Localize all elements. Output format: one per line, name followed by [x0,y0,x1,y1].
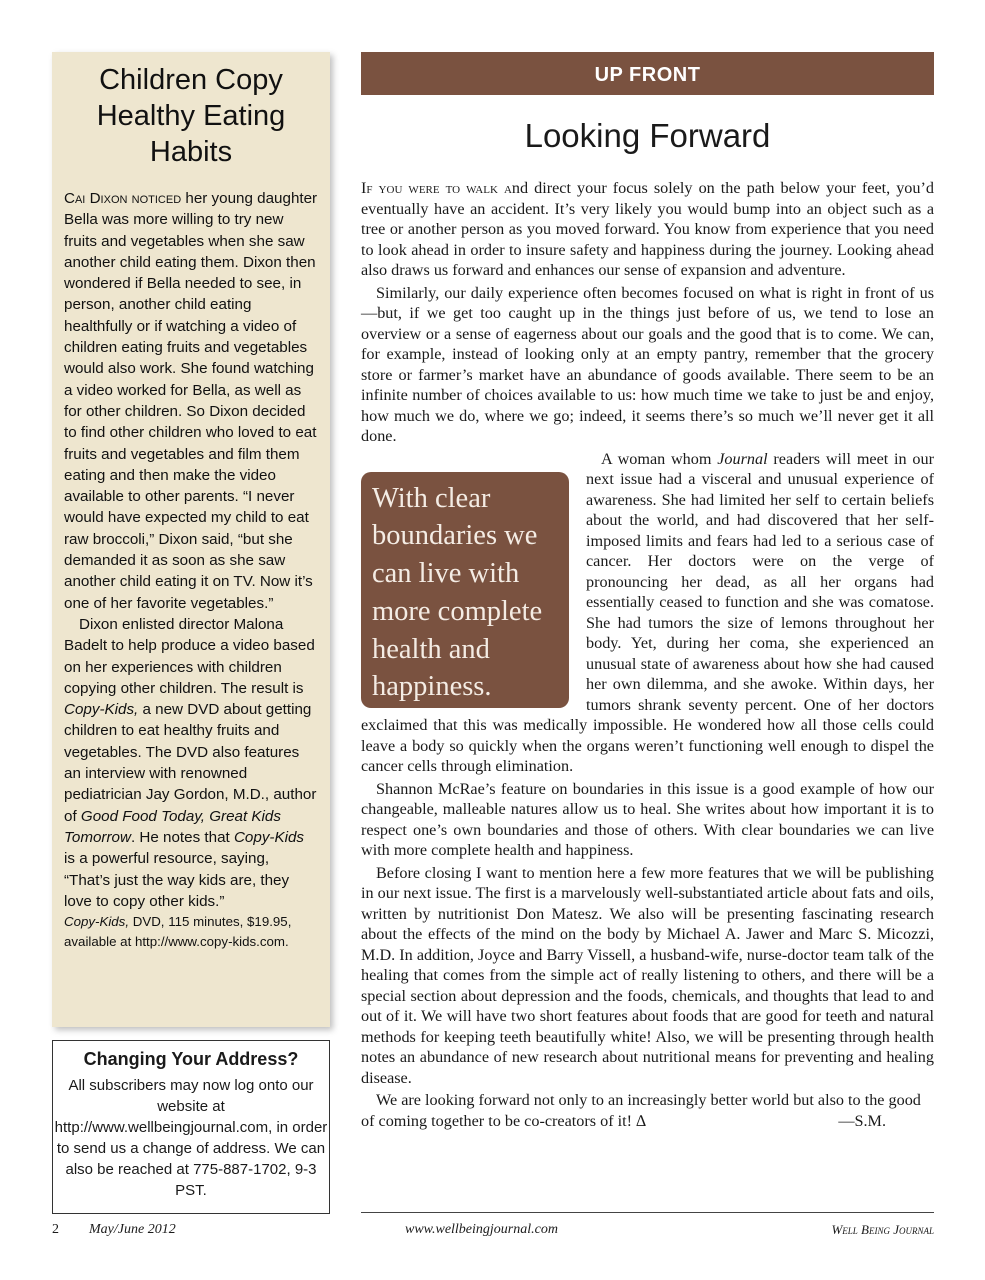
article-paragraph: Shannon McRae’s feature on boundaries in this issue is a good example of how our changeable, malleable natures allow us to heal. She writes about how important it is to respect one’s own boundaries and those of others. With clear boundaries we can live with more complete health and happiness. [361,779,934,859]
article-lead-in: If you were to walk a [361,179,512,197]
author-signature: —S.M. [838,1111,886,1130]
sidebar-paragraph [64,614,318,912]
sidebar-dvd-title: Copy-Kids, [64,701,139,719]
issue-date: May/June 2012 [89,1222,176,1237]
sidebar-text: her young daughter Bella was more willing to try new fruits and vegetables when she saw another child eating them. Dixon then wondered if Bella needed to see, in person, another child eating healthfully or if watching a video of children eating fruits and vegetables would also work. She found watching a video worked for Bella, as well as for other children. So Dixon decided to find other children who loved to eat fruits and vegetables and film them eating and then make the video available to other parents. “I never would have expected my child to eat raw broccoli,” Dixon said, “but she demanded it as soon as she saw another child eating it on TV. Now it’s one of her favorite vegetables.” [64,190,318,612]
product-title: Copy-Kids, [64,914,130,930]
sidebar-dvd-title: Copy-Kids [233,828,305,846]
sidebar-text: is a powerful resource, saying, “That’s just the way kids are, they love to copy other kids.” [64,850,290,910]
sidebar-paragraph [64,188,318,614]
article-closing [361,1090,934,1131]
publication-name: Well Being Journal [831,1222,934,1237]
sidebar-article [52,52,330,1027]
article-text: readers will meet in our next issue had a visceral and unusual experience of awareness. She had limited her self to certain beliefs about the world, and had discovered that her self-imposed limits and fears had led to a serious case of cancer. Her doctors were on the verge of pronouncing her dead, as all her organs had essentially ceased to function and she was comatose. She had tumors the size of lemons throughout her body. Yet, during her coma, she experienced an unusual state of awareness about how she had caused her own dilemma, and she awoke. Within days, her tumors shrank seventy percent. One of her doctors exclaimed that this was medically impossible. He wondered how all those cells could leave a body so quickly when the organs weren’t functioning well enough to dispel the cancer cells through elimination. [361,449,934,775]
sidebar-product-info [64,912,318,952]
journal-name: Journal [717,449,768,468]
article-title: Looking Forward [524,117,771,154]
pull-quote: With clear boundaries we can live with more complete health and happiness. [361,472,569,708]
sidebar-title: Children Copy Healthy Eating Habits [96,64,286,168]
sidebar-text: . He notes that [130,828,234,846]
sidebar-text: Dixon enlisted director Malona Badelt to help produce a video based on her experiences with children copying other children. The result is [64,615,315,697]
footer-divider [361,1212,934,1213]
product-details: DVD, 115 minutes, $19.95, available at http://www.copy-kids.com. [64,914,292,950]
sidebar-book-title: Good Food Today, Great Kids Tomorrow [64,807,281,846]
footer-url: www.wellbeingjournal.com [405,1222,558,1237]
change-address-box [52,1040,330,1214]
article-paragraph: Similarly, our daily experience often becomes focused on what is right in front of us—but, if we get too caught up in the things just before of us, we tend to lose an overview or a sense of eagerness about our goals and the good that is to come. We can, for example, instead of looking only at an empty pantry, remember that the grocery store or farmer’s market have an abundance of goods available. There seem to be an infinite number of choices available to us: how much time we take to just be and enjoy, how much we do, where we go; indeed, it seems there’s so much we’ll never get it all done. [361,283,934,445]
change-address-text: All subscribers may now log onto our website at http://www.wellbeingjournal.com, in order to send us a change of address. We can also be reached at 775-887-1702, 9-3 PST. [54,1077,328,1199]
sidebar-body [64,188,318,952]
section-banner: UP FRONT [361,52,934,95]
sidebar-text: a new DVD about getting children to eat healthy fruits and vegetables. The DVD also features an interview with renowned pediatrician Jay Gordon, M.D., author of [64,701,317,825]
article-paragraph [361,178,934,281]
sidebar-lead-in: Cai Dixon noticed [64,190,182,207]
main-article [361,178,934,1133]
article-paragraph: Before closing I want to mention here a few more features that we will be publishing in our next issue. The first is a marvelously well-substantiated article about fats and oils, written by nutritionist Don Matesz. We also will be presenting fascinating research about the effects of the mind on the body by Michael A. Jawer and Marc S. Micozzi, M.D. In addition, Joyce and Barry Vissell, a husband-wife, nurse-doctor team talk of the healing that comes from the simple act of really listening to others, and there will be a special section about depression and the foods, chemicals, and thoughts that lead to and out of it. We will have two short features about foods that are good for teeth and natural methods for keeping teeth beautifully white! Also, we will be presenting through health notes an abundance of new research about nutritional means for preventing and healing disease. [361,863,934,1087]
change-address-heading: Changing Your Address? [83,1049,299,1069]
article-text: A woman whom [601,449,718,468]
article-text: nd direct your focus solely on the path below your feet, you’d eventually have an accident. It’s very likely you would bump into an object such as a tree or another person as you moved forward. You know from experience that you need to look ahead in order to insure safety and happiness during the journey. Looking ahead also draws us forward and enhances our sense of expansion and adventure. [361,179,934,279]
article-text: We are looking forward not only to an increasingly better world but also to the good of coming together to be co-creators of it! ∆ [361,1091,921,1130]
page-number: 2 [52,1222,59,1237]
